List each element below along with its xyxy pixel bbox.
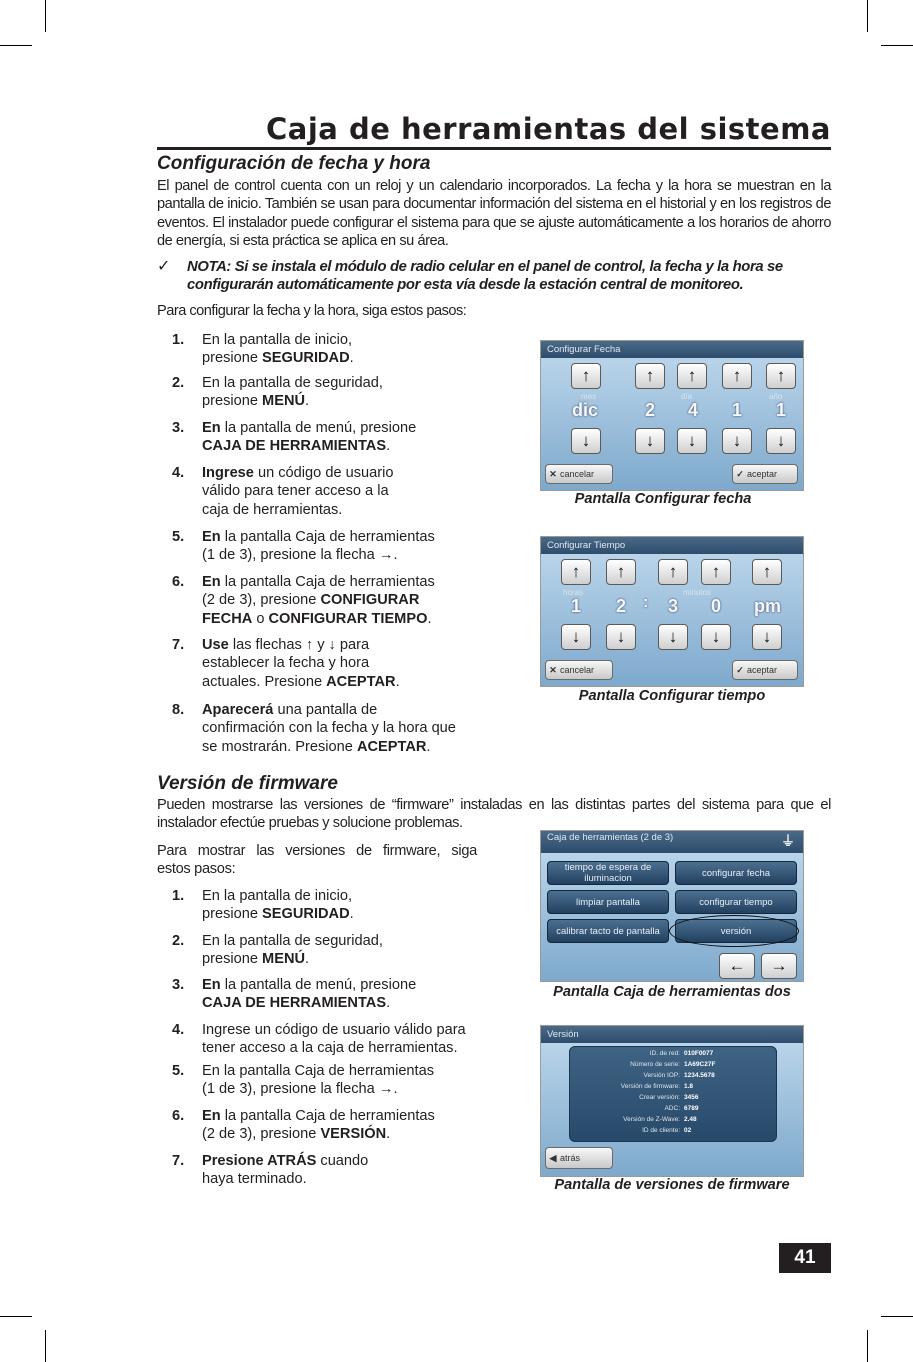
version-row: Versión de Z-Wave: 2.48 (623, 1116, 697, 1123)
down-arrow-button[interactable]: ↓ (571, 428, 601, 454)
ampm-value: pm (754, 596, 781, 616)
crop-mark (0, 1316, 32, 1317)
caption-version: Pantalla de versiones de firmware (554, 1177, 790, 1193)
crop-mark (45, 0, 46, 32)
up-arrow-button[interactable]: ↑ (766, 363, 796, 389)
calibrate-touch-button[interactable]: calibrar tacto de pantalla (547, 919, 669, 943)
intro-paragraph: El panel de control cuenta con un reloj y un calendario incorporados. La fecha y la hora se muestran en la pantalla de inicio. También se usan para documentar información del sistema en el historial y en los registros de eventos. El instalador puede configurar el sistema para que se ajuste automáticamente a los horarios de ahorro de energía, si esta práctica se aplica en su área. (157, 178, 831, 249)
crop-mark (867, 0, 868, 32)
back-button[interactable]: ◀ atrás (545, 1147, 613, 1169)
down-arrow-button[interactable]: ↓ (766, 428, 796, 454)
cancel-button[interactable]: ✕ cancelar (545, 464, 613, 484)
set-time-button[interactable]: configurar tiempo (675, 890, 797, 914)
caption-toolbox: Pantalla Caja de herramientas dos (553, 984, 791, 1000)
hour-digit: 2 (616, 596, 627, 616)
minute-digit: 0 (711, 596, 722, 616)
down-arrow-button[interactable]: ↓ (677, 428, 707, 454)
down-arrow-button[interactable]: ↓ (658, 624, 688, 650)
up-arrow-button[interactable]: ↑ (658, 559, 688, 585)
accept-button[interactable]: ✓ aceptar (732, 464, 798, 484)
up-arrow-button[interactable]: ↑ (701, 559, 731, 585)
caption-fecha: Pantalla Configurar fecha (574, 491, 752, 507)
day-digit: 4 (688, 400, 699, 420)
steps-intro: Para configurar la fecha y la hora, siga estos pasos: (157, 303, 467, 319)
left-arrow-button[interactable]: ← (719, 953, 755, 979)
screen-configurar-fecha (540, 340, 804, 491)
version-button[interactable]: versión (675, 919, 797, 943)
checkmark-icon: ✓ (736, 665, 744, 675)
screen-title: Caja de herramientas (2 de 3) (547, 832, 674, 843)
screen-configurar-tiempo (540, 536, 804, 687)
page-number: 41 (779, 1243, 831, 1273)
checkmark-icon: ✓ (736, 469, 744, 479)
up-arrow-button[interactable]: ↑ (722, 363, 752, 389)
page-title: Caja de herramientas del sistema (266, 112, 831, 146)
version-info-panel (569, 1046, 777, 1142)
screen-title-bar (541, 831, 803, 853)
down-arrow-button[interactable]: ↓ (701, 624, 731, 650)
version-row: Número de serie: 1A69C27F (630, 1061, 716, 1068)
day-digit: 2 (645, 400, 656, 420)
crop-mark (45, 1330, 46, 1362)
crop-mark (881, 45, 913, 46)
note-label: NOTA: (187, 259, 231, 275)
firmware-steps-intro: Para mostrar las versiones de firmware, siga (157, 843, 477, 859)
plug-icon: ⏚ (781, 833, 795, 849)
up-arrow-button[interactable]: ↑ (635, 363, 665, 389)
version-row: Versión de firmware: 1.8 (620, 1083, 694, 1090)
hour-digit: 1 (571, 596, 582, 616)
note-text: Si se instala el módulo de radio celular en el panel de control, la fecha y la hora se configurarán automáticamente por esta vía desde la estación central de monitoreo. (187, 259, 783, 294)
check-icon: ✓ (157, 258, 171, 275)
version-row: ID de cliente: 02 (642, 1127, 692, 1134)
hours-label: horas (563, 588, 584, 597)
year-digit: 1 (732, 400, 743, 420)
close-icon: ✕ (549, 665, 557, 675)
up-arrow-button[interactable]: ↑ (677, 363, 707, 389)
year-digit: 1 (776, 400, 787, 420)
backlight-timeout-button[interactable]: tiempo de espera de iluminacion (547, 861, 669, 885)
title-rule (157, 147, 831, 150)
minute-digit: 3 (668, 596, 679, 616)
up-arrow-button[interactable]: ↑ (561, 559, 591, 585)
close-icon: ✕ (549, 469, 557, 479)
month-value: dic (572, 400, 599, 420)
up-arrow-button[interactable]: ↑ (571, 363, 601, 389)
screen-version (540, 1025, 804, 1177)
section-heading-date-time: Configuración de fecha y hora (157, 153, 431, 174)
screen-title: Versión (541, 1026, 803, 1043)
down-arrow-button[interactable]: ↓ (752, 624, 782, 650)
cancel-button[interactable]: ✕ cancelar (545, 660, 613, 680)
screen-title: Configurar Tiempo (541, 537, 803, 554)
time-separator: : (643, 594, 649, 611)
section-heading-firmware: Versión de firmware (157, 773, 338, 794)
clean-screen-button[interactable]: limpiar pantalla (547, 890, 669, 914)
day-label: día (681, 392, 693, 401)
right-arrow-button[interactable]: → (761, 953, 797, 979)
firmware-steps-intro-cont: estos pasos: (157, 861, 236, 877)
version-row: Versión IOP: 1234.5678 (643, 1072, 715, 1079)
back-arrow-icon: ◀ (549, 1153, 557, 1163)
crop-mark (867, 1330, 868, 1362)
down-arrow-button[interactable]: ↓ (635, 428, 665, 454)
crop-mark (881, 1316, 913, 1317)
up-arrow-button[interactable]: ↑ (606, 559, 636, 585)
version-row: Crear versión: 3456 (639, 1094, 699, 1101)
down-arrow-button[interactable]: ↓ (606, 624, 636, 650)
month-label: mes (581, 392, 597, 401)
screen-title: Configurar Fecha (541, 341, 803, 358)
down-arrow-button[interactable]: ↓ (722, 428, 752, 454)
down-arrow-button[interactable]: ↓ (561, 624, 591, 650)
version-row: ADC: 6789 (664, 1105, 699, 1112)
year-label: año (769, 392, 783, 401)
caption-tiempo: Pantalla Configurar tiempo (578, 688, 766, 704)
crop-mark (0, 45, 32, 46)
set-date-button[interactable]: configurar fecha (675, 861, 797, 885)
minutes-label: minutos (683, 588, 712, 597)
highlight-circle (669, 915, 799, 947)
screen-toolbox-2 (540, 830, 804, 982)
version-row: ID. de red: 010F0077 (649, 1050, 714, 1057)
up-arrow-button[interactable]: ↑ (752, 559, 782, 585)
accept-button[interactable]: ✓ aceptar (732, 660, 798, 680)
firmware-intro-paragraph: Pueden mostrarse las versiones de “firmware” instaladas en las distintas partes del sistema para que el instalador efectúe pruebas y solucione problemas. (157, 797, 831, 832)
